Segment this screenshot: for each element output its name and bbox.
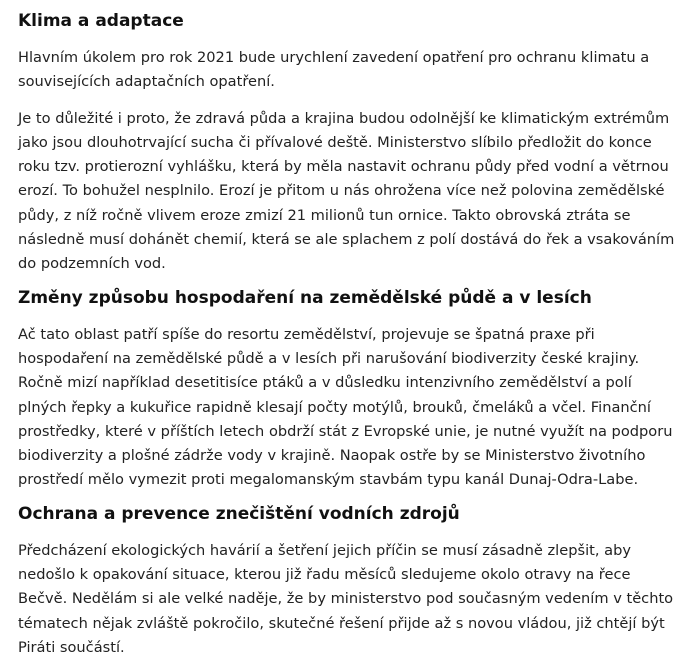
spacer (18, 493, 682, 501)
spacer (18, 34, 682, 46)
section-heading-water: Ochrana a prevence znečištění vodních zdrojů (18, 503, 460, 524)
paragraph-farming-1: Ač tato oblast patří spíše do resortu zemědělství, projevuje se špatná praxe při hospodaření na zemědělské půdě a v lesích při narušování biodiverzity české krajiny. Ročně mizí například desetitisíce ptáků a v důsledku intenzivního zemědělství a polí plných řepky a kukuřice rapidně klesají počty motýlů, brouků, čmeláků a včel. Finanční prostředky, které v příštích letech obdrží stát z Evropské unie, je nutné využít na podporu biodiverzity a plošné zádrže vody v krajině. Naopak ostře by se Ministerstvo životního prostředí mělo vymezit proti megalomanským stavbám typu kanál Dunaj-Odra-Labe. (18, 325, 673, 489)
section-heading-climate: Klima a adaptace (18, 11, 184, 31)
paragraph-climate-2: Je to důležité i proto, že zdravá půda a krajina budou odolnější ke klimatickým extrémům jako jsou dlouhotrvající sucha či přívalové deště. Ministerstvo slíbilo předložit do konce roku tzv. protierozní vyhlášku, která by měla nastavit ochranu půdy před vodní a větrnou erozí. To bohužel nesplnilo. Erozí je přitom u nás ohrožena více než polovina zemědělské půdy, z níž ročně vlivem eroze zmizí 21 milionů tun ornice. Takto obrovská ztráta se následně musí dohánět chemií, která se ale splachem z polí dostává do řek a vsakováním do podzemních vod. (18, 109, 675, 273)
spacer (18, 527, 682, 539)
paragraph-climate-1: Hlavním úkolem pro rok 2021 bude urychlení zavedení opatření pro ochranu klimatu a souvisejících adaptačních opatření. (18, 49, 650, 91)
spacer (18, 277, 682, 285)
paragraph-water-1: Předcházení ekologických havárií a šetření jejich příčin se musí zásadně zlepšit, aby nedošlo k opakování situace, kterou již řadu měsíců sledujeme okolo otravy na řece Bečvě. Nedělám si ale velké naděje, že by ministerstvo pod současným vedením v těchto tématech nějak zvláště pokročilo, skutečné řešení přijde až s novou vládou, již chtějí být Piráti součástí. (18, 541, 674, 656)
section-heading-farming: Změny způsobu hospodaření na zemědělské půdě a v lesích (18, 287, 592, 308)
spacer (18, 95, 682, 107)
spacer (18, 311, 682, 323)
